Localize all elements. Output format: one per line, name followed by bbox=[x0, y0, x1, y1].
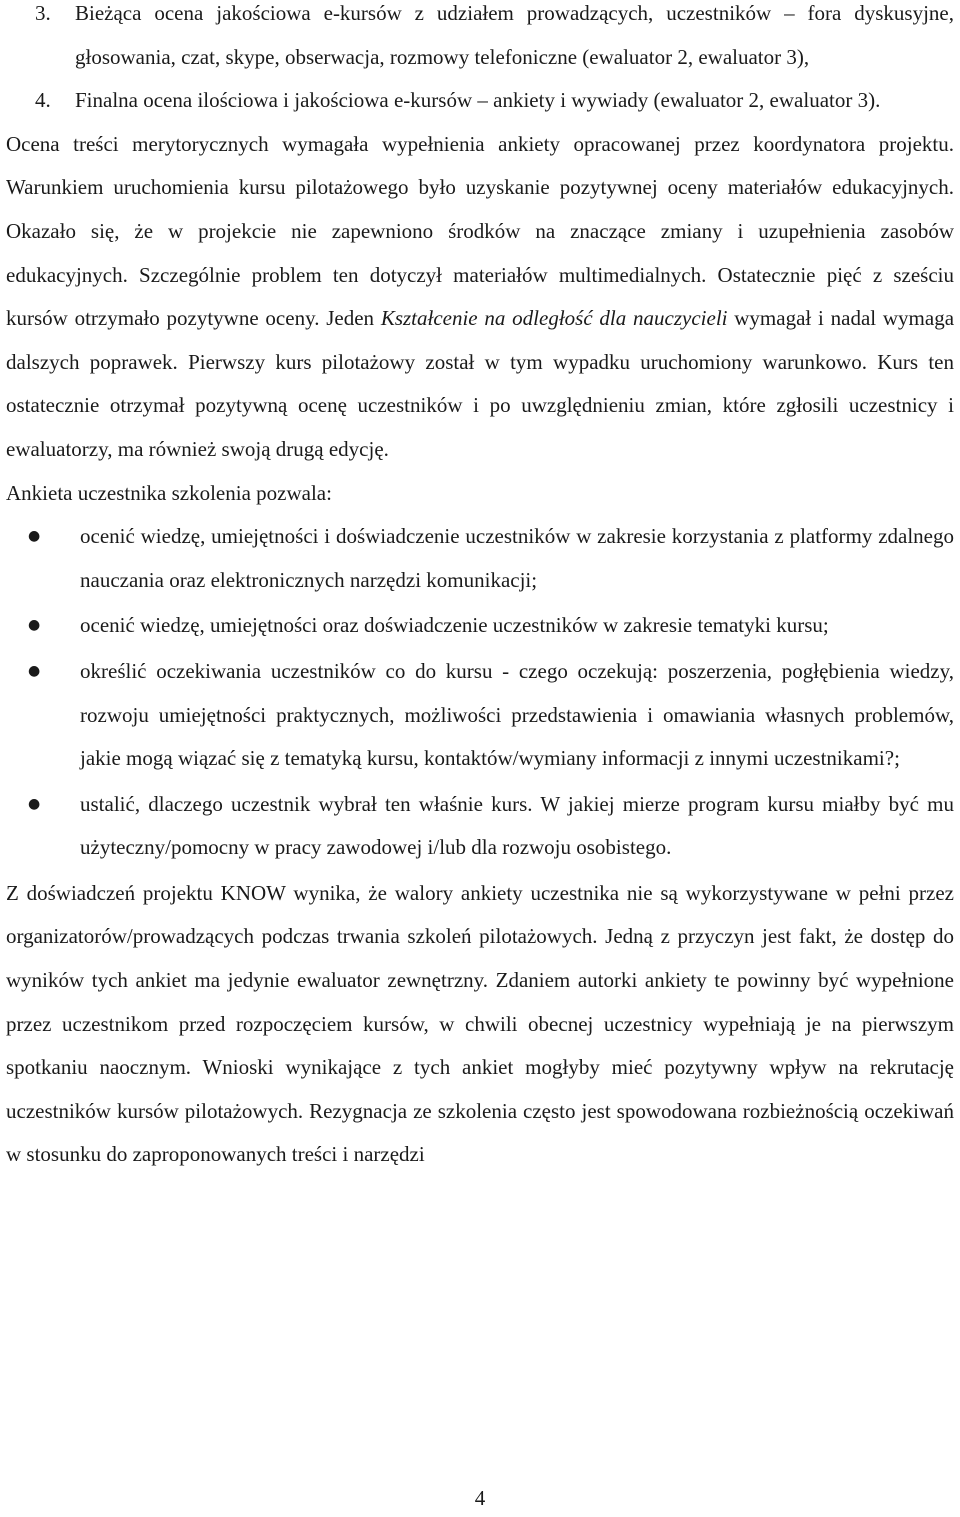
document-page bbox=[6, 0, 954, 1177]
bullet-icon: ● bbox=[28, 528, 41, 545]
list-item-text: ocenić wiedzę, umiejętności oraz doświadczenie uczestników w zakresie tematyki kursu; bbox=[80, 613, 829, 638]
paragraph-text: wymagał i nadal wymaga dalszych poprawek. Pierwszy kurs pilotażowy został w tym wypadku uruchomiony warunkowo. Kurs ten ostatecznie otrzymał pozytywną ocenę uczestników i po uwzględnieniu zmian, które zgłosili uczestnicy i ewaluatorzy, ma również swoją drugą edycję. bbox=[6, 306, 955, 461]
list-intro: Ankieta uczestnika szkolenia pozwala: bbox=[6, 480, 332, 505]
list-item-text: określić oczekiwania uczestników co do kursu - czego oczekują: poszerzenia, pogłębienia wiedzy, rozwoju umiejętności praktycznych, możliwości przedstawienia i omawiania własnych problemów, jakie mogą wiązać się z tematyką kursu, kontaktów/wymiany informacji z innymi uczestnikami?; bbox=[80, 658, 954, 771]
numbered-item-4 bbox=[6, 79, 954, 123]
item-number: 3. bbox=[35, 1, 51, 25]
paragraph-evaluation bbox=[6, 123, 954, 472]
paragraph-know-project: Z doświadczeń projektu KNOW wynika, że walory ankiety uczestnika nie są wykorzystywane w pełni przez organizatorów/prowadzących podczas trwania szkoleń pilotażowych. Jedną z przyczyn jest fakt, że dostęp do wyników tych ankiet ma jedynie ewaluator zewnętrzny. Zdaniem autorki ankiety te powinny być wypełnione przez uczestnikom przed rozpoczęciem kursów, w chwili obecnej uczestnicy wypełniają je na pierwszym spotkaniu naocznym. Wnioski wynikające z tych ankiet mogłyby mieć pozytywny wpływ na rekrutację uczestników kursów pilotażowych. Rezygnacja ze szkolenia często jest spowodowana rozbieżnością oczekiwań w stosunku do zaproponowanych treści i narzędzi bbox=[6, 880, 954, 1167]
item-number: 4. bbox=[35, 88, 51, 113]
list-item bbox=[6, 604, 954, 648]
bullet-icon: ● bbox=[28, 662, 41, 679]
page-number: 4 bbox=[474, 1486, 486, 1510]
bullet-list bbox=[6, 515, 954, 870]
paragraph-text: Ocena treści merytorycznych wymagała wypełnienia ankiety opracowanej przez koordynatora projektu. Warunkiem uruchomienia kursu pilotażowego było uzyskanie pozytywnej oceny materiałów edukacyjnych. Okazało się, że w projekcie nie zapewniono środków na znaczące zmiany i uzupełnienia zasobów edukacyjnych. Szczególnie problem ten dotyczył materiałów multimedialnych. Ostatecznie pięć z sześciu kursów otrzymało pozytywne oceny. Jeden bbox=[6, 131, 954, 331]
bullet-icon: ● bbox=[28, 795, 41, 812]
list-item-text: ustalić, dlaczego uczestnik wybrał ten właśnie kurs. W jakiej mierze program kursu miałby być mu użyteczny/pomocny w pracy zawodowej i/lub dla rozwoju osobistego. bbox=[80, 791, 954, 860]
list-item bbox=[6, 650, 954, 781]
list-item bbox=[6, 783, 954, 870]
numbered-item-3 bbox=[6, 0, 954, 79]
list-item-text: ocenić wiedzę, umiejętności i doświadczenie uczestników w zakresie korzystania z platformy zdalnego nauczania oraz elektronicznych narzędzi komunikacji; bbox=[80, 524, 954, 592]
item-text: Bieżąca ocena jakościowa e-kursów z udziałem prowadzących, uczestników – fora dyskusyjne, głosowania, czat, skype, obserwacja, rozmowy telefoniczne (ewaluator 2, ewaluator 3), bbox=[75, 1, 954, 69]
course-title: Kształcenie na odległość dla nauczycieli bbox=[380, 306, 728, 331]
bullet-icon: ● bbox=[28, 617, 41, 634]
list-item bbox=[6, 515, 954, 602]
item-text: Finalna ocena ilościowa i jakościowa e-kursów – ankiety i wywiady (ewaluator 2, ewaluator 3). bbox=[75, 88, 881, 113]
